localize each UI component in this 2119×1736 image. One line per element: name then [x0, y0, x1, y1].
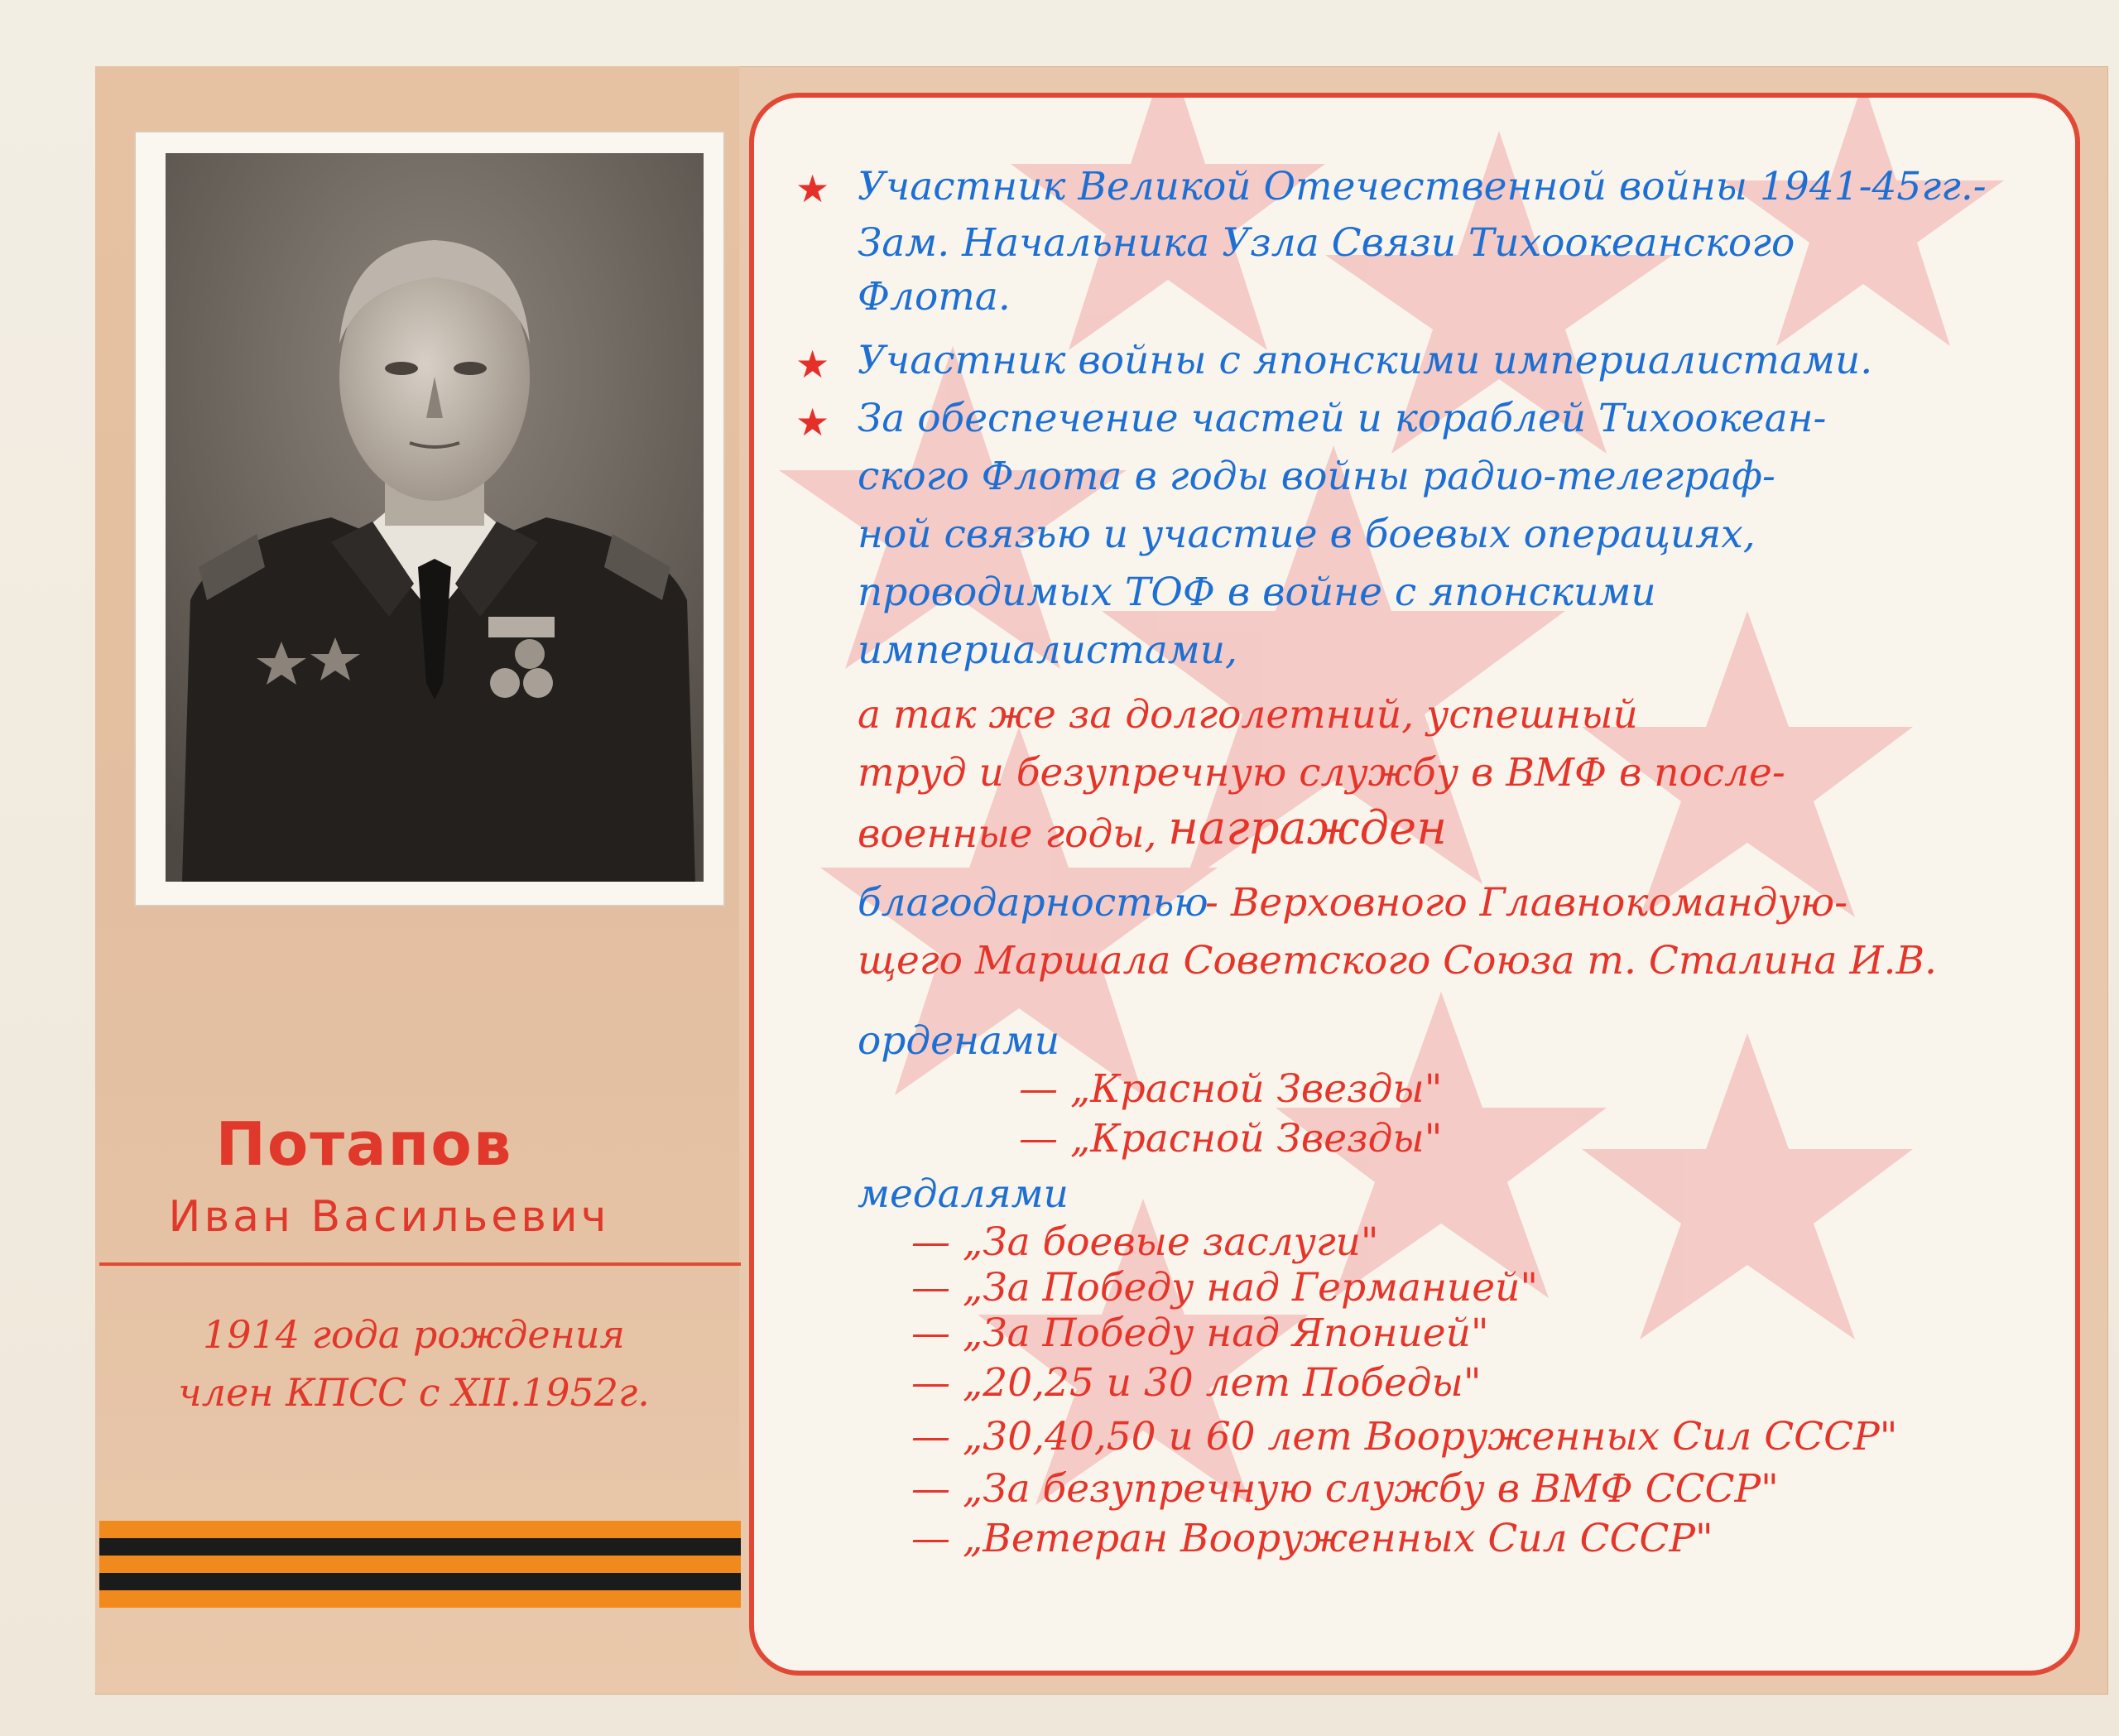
medal-item: — „Ветеран Вооруженных Сил СССР" — [911, 1516, 1713, 1561]
bullet-1-line-3: Флота. — [858, 274, 1011, 320]
divider-rule — [99, 1262, 741, 1266]
medal-item: — „За безупречную службу в ВМФ СССР" — [911, 1466, 1779, 1512]
gratitude-text-1: - Верховного Главнокомандую- — [1205, 880, 1848, 926]
medal-item: — „За Победу над Германией" — [911, 1265, 1538, 1310]
star-bullet-icon: ★ — [795, 400, 830, 445]
bullet-3-line-5: империалистами, — [858, 628, 1237, 673]
bullet-3-line-4: проводимых ТОФ в войне с японскими — [858, 570, 1656, 615]
order-item: — „Красной Звезды" — [1019, 1066, 1443, 1112]
portrait-photo — [166, 153, 704, 882]
given-names: Иван Васильевич — [168, 1192, 610, 1242]
star-bullet-icon: ★ — [795, 342, 830, 387]
medal-item: — „20,25 и 30 лет Победы" — [911, 1360, 1482, 1406]
bullet-1-line-1: Участник Великой Отечественной войны 1941-45гг.- — [858, 164, 1987, 209]
bullet-3-line-2: ского Флота в годы войны радио-телеграф- — [858, 454, 1775, 499]
st-george-ribbon — [99, 1521, 741, 1608]
service-line-3: военные годы, — [858, 811, 1157, 857]
service-line-1: а так же за долголетний, успешный — [858, 692, 1638, 738]
bullet-1-line-2: Зам. Начальника Узла Связи Тихоокеанского — [858, 220, 1795, 266]
surname: Потапов — [215, 1109, 513, 1179]
gratitude-label: благодарностью — [858, 880, 1208, 926]
gratitude-text-2: щего Маршала Советского Союза т. Сталина И.В. — [858, 938, 1937, 983]
award-text-panel — [749, 93, 2080, 1676]
bullet-3-line-1: За обеспечение частей и кораблей Тихоокеан- — [858, 396, 1827, 441]
medal-item: — „За Победу над Японией" — [911, 1310, 1489, 1356]
orders-label: орденами — [858, 1018, 1060, 1064]
awarded-word: награжден — [1168, 801, 1447, 855]
bullet-2-line-1: Участник войны с японскими империалистами. — [858, 338, 1873, 383]
star-bullet-icon: ★ — [795, 166, 830, 211]
party-membership: член КПСС с XII.1952г. — [178, 1370, 650, 1415]
birth-year: 1914 года рождения — [202, 1312, 626, 1357]
bullet-3-line-3: ной связью и участие в боевых операциях, — [858, 512, 1756, 557]
medal-item: — „30,40,50 и 60 лет Вооруженных Сил СССР" — [911, 1414, 1898, 1459]
medals-label: медалями — [858, 1171, 1069, 1217]
order-item: — „Красной Звезды" — [1019, 1116, 1443, 1161]
service-line-2: труд и безупречную службу в ВМФ в после- — [858, 750, 1785, 796]
medal-item: — „За боевые заслуги" — [911, 1219, 1379, 1265]
